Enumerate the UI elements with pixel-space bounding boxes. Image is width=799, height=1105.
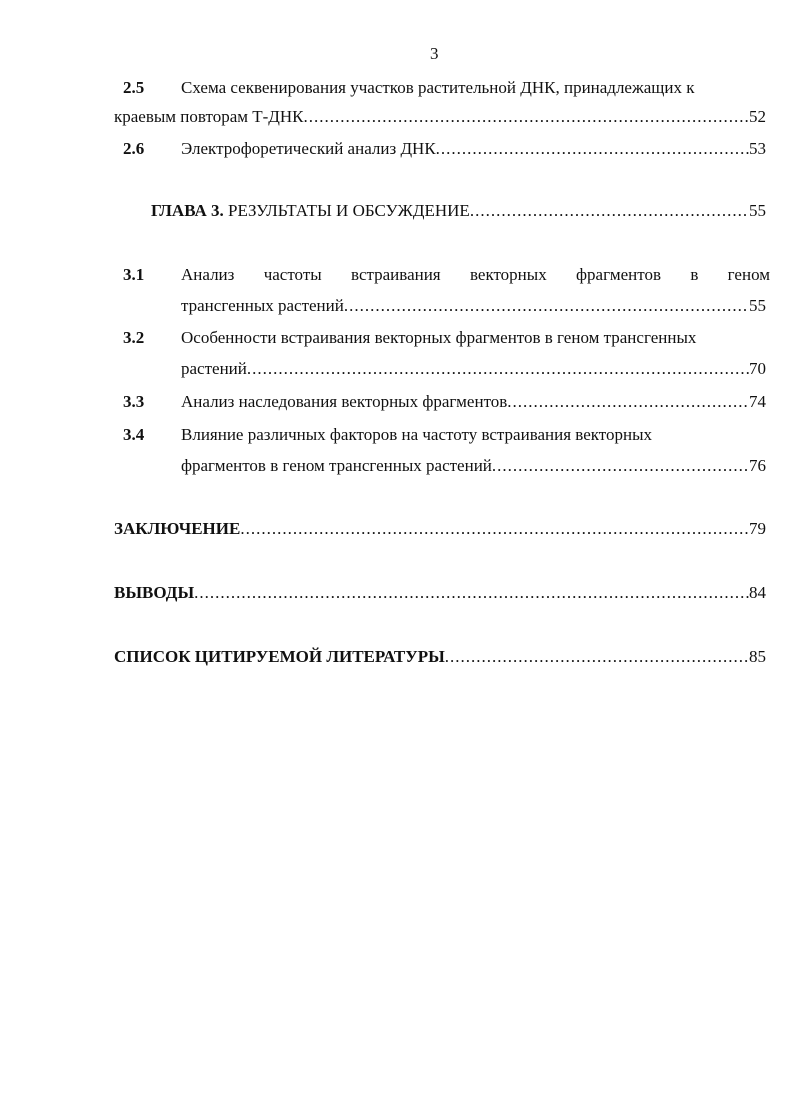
dot-leader xyxy=(304,106,749,128)
toc-page-ref: 74 xyxy=(749,392,766,411)
title-word: встраивания xyxy=(351,265,441,284)
dot-leader xyxy=(194,582,749,604)
dot-leader xyxy=(247,358,749,380)
toc-entry-number: 3.2 xyxy=(123,328,145,347)
toc-page-ref: 55 xyxy=(749,201,766,220)
toc-entry-title xyxy=(181,264,770,286)
dot-leader xyxy=(344,295,749,317)
toc-entry-title: Электрофоретический анализ ДНК xyxy=(181,139,436,158)
dot-leader xyxy=(507,391,749,413)
chapter-label: ГЛАВА 3. xyxy=(151,201,224,220)
toc-entry-leader-line xyxy=(181,391,766,413)
title-word: фрагментов xyxy=(576,265,661,284)
dot-leader xyxy=(240,518,749,540)
dot-leader xyxy=(492,455,749,477)
toc-entry-number: 3.3 xyxy=(123,392,145,411)
toc-entry-number: 3.4 xyxy=(123,425,145,444)
title-word: частоты xyxy=(263,265,322,284)
toc-entry-leader-line xyxy=(114,106,766,128)
chapter-title: РЕЗУЛЬТАТЫ И ОБСУЖДЕНИЕ xyxy=(228,201,470,220)
toc-entry-leader-line xyxy=(181,138,766,160)
toc-entry-title: Схема секвенирования участков растительной ДНК, принадлежащих к xyxy=(181,78,695,97)
toc-chapter-heading xyxy=(151,200,766,222)
dot-leader xyxy=(470,200,749,222)
section-title: ЗАКЛЮЧЕНИЕ xyxy=(114,519,241,538)
dot-leader xyxy=(436,138,749,160)
title-word: Анализ xyxy=(181,265,235,284)
toc-section-references xyxy=(114,646,766,668)
toc-entry-leader-line xyxy=(181,455,766,477)
toc-entry-title-cont: фрагментов в геном трансгенных растений xyxy=(181,456,492,475)
toc-entry-number: 2.6 xyxy=(123,139,145,158)
toc-page-ref: 79 xyxy=(749,519,766,538)
section-title: СПИСОК ЦИТИРУЕМОЙ ЛИТЕРАТУРЫ xyxy=(114,647,445,666)
toc-page-ref: 84 xyxy=(749,583,766,602)
toc-page-ref: 55 xyxy=(749,296,766,315)
toc-page-ref: 85 xyxy=(749,647,766,666)
toc-entry-number: 2.5 xyxy=(123,78,145,97)
toc-entry-title-cont: краевым повторам Т-ДНК xyxy=(114,107,304,126)
toc-entry-title-cont: растений xyxy=(181,359,247,378)
toc-section-conclusion xyxy=(114,518,766,540)
toc-entry-number: 3.1 xyxy=(123,265,145,284)
toc-entry-title-cont: трансгенных растений xyxy=(181,296,344,315)
toc-entry-title: Анализ наследования векторных фрагментов xyxy=(181,392,508,411)
title-word: в xyxy=(690,265,699,284)
title-word: векторных xyxy=(469,265,547,284)
toc-entry-title: Особенности встраивания векторных фрагментов в геном трансгенных xyxy=(181,328,697,347)
toc-entry-leader-line xyxy=(181,358,766,380)
toc-entry-title: Влияние различных факторов на частоту встраивания векторных xyxy=(181,425,653,444)
toc-page-ref: 76 xyxy=(749,456,766,475)
title-word: геном xyxy=(727,265,770,284)
toc-entry-leader-line xyxy=(181,295,766,317)
page-number: 3 xyxy=(430,44,439,63)
dot-leader xyxy=(445,646,749,668)
toc-page-ref: 52 xyxy=(749,107,766,126)
toc-page-ref: 70 xyxy=(749,359,766,378)
toc-section-findings xyxy=(114,582,766,604)
toc-page-ref: 53 xyxy=(749,139,766,158)
section-title: ВЫВОДЫ xyxy=(114,583,195,602)
